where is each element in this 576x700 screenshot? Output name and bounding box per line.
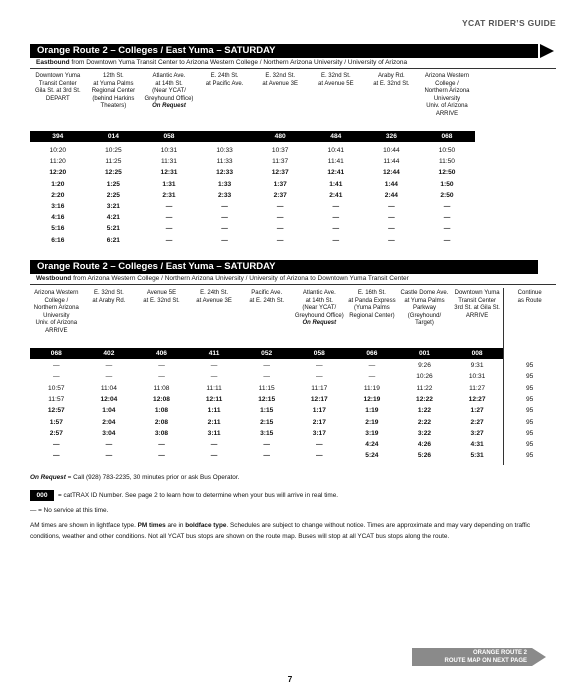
- time-cell: —: [221, 203, 228, 210]
- stop-header: E. 24th St. at Pacific Ave.: [205, 73, 244, 87]
- time-cell: 3:21: [106, 203, 120, 210]
- times-note: AM times are shown in lightface type. PM times are in boldface type. Schedules are subject to change without notice. Times are approximate and may vary depending on traffic conditions, weather and other conditions. Not all YCAT bus stops are shown on the route map. Buses will stop at all YCAT bus stops along the route.: [30, 522, 531, 540]
- catrax-id: 068: [50, 350, 62, 357]
- stop-header: E. 32nd St. at Avenue 5E: [318, 73, 354, 87]
- time-cell: —: [276, 214, 284, 222]
- time-cell: —: [165, 236, 173, 244]
- westbound-subtitle: Westbound from Arizona Western College / Northern Arizona University / University of Arizona to Downtown Yuma Transit Center: [36, 275, 409, 282]
- time-cell: 11:04: [100, 384, 117, 392]
- time-cell: —: [221, 225, 228, 233]
- time-cell: 2:27: [470, 418, 484, 426]
- westbound-rule: [30, 284, 556, 285]
- time-cell: —: [53, 441, 60, 449]
- time-cell: 10:50: [438, 147, 456, 154]
- catrax-id: 014: [107, 133, 119, 140]
- time-cell: 12:08: [153, 395, 170, 403]
- id-sample-badge: 000: [30, 490, 54, 501]
- time-cell: 1:33: [217, 180, 232, 188]
- time-cell: —: [165, 203, 173, 210]
- on-request-label: On Request: [152, 103, 186, 110]
- stop-header: E. 24th St. at Avenue 3E: [196, 290, 232, 304]
- time-cell: 4:26: [417, 441, 432, 449]
- eastbound-title: Orange Route 2 – Colleges / East Yuma – SATURDAY: [30, 44, 538, 58]
- time-cell: —: [316, 441, 323, 449]
- time-cell: 11:19: [363, 384, 380, 392]
- time-cell: 95: [526, 362, 534, 369]
- catrax-id: 411: [208, 350, 220, 357]
- time-cell: 12:20: [49, 169, 67, 177]
- catrax-id: 058: [313, 350, 325, 357]
- time-cell: 12:41: [327, 169, 345, 177]
- time-cell: 3:27: [470, 429, 484, 437]
- time-cell: —: [368, 362, 376, 369]
- time-cell: 95: [526, 384, 534, 392]
- stop-header: E. 32nd St. at Araby Rd.: [92, 290, 126, 304]
- time-cell: —: [221, 236, 228, 244]
- stop-header: Downtown Yuma Transit Center 3rd St. at Gila St. ARRIVE: [454, 290, 500, 319]
- page-header: YCAT RIDER’S GUIDE: [461, 18, 556, 28]
- time-cell: —: [316, 452, 323, 460]
- time-cell: 10:20: [49, 147, 67, 154]
- time-cell: 11:11: [206, 384, 222, 392]
- time-cell: 11:17: [311, 384, 328, 392]
- time-cell: 11:57: [48, 395, 65, 403]
- time-cell: —: [53, 362, 60, 369]
- time-cell: 1:44: [384, 180, 398, 188]
- time-cell: 1:20: [51, 180, 65, 188]
- time-cell: 5:26: [417, 452, 432, 460]
- time-cell: —: [158, 452, 165, 460]
- time-cell: 1:31: [162, 180, 176, 188]
- time-cell: —: [210, 452, 218, 460]
- time-cell: 95: [526, 429, 534, 437]
- catrax-id: 066: [366, 350, 378, 357]
- time-cell: 2:33: [217, 191, 232, 199]
- time-cell: 5:16: [51, 225, 65, 233]
- catrax-id: 484: [330, 133, 342, 140]
- time-cell: 10:37: [271, 147, 289, 154]
- time-cell: 12:19: [363, 395, 381, 403]
- time-cell: —: [221, 214, 228, 222]
- time-cell: —: [158, 441, 165, 449]
- time-cell: 6:16: [51, 236, 65, 244]
- time-cell: 3:11: [207, 429, 221, 437]
- time-cell: 12:04: [100, 395, 118, 403]
- time-cell: 3:22: [417, 429, 432, 437]
- time-cell: 12:17: [310, 395, 328, 403]
- time-cell: 10:31: [468, 373, 486, 381]
- time-cell: 1:25: [106, 180, 120, 188]
- time-cell: 4:24: [365, 441, 379, 449]
- time-cell: 11:25: [105, 158, 122, 166]
- time-cell: —: [210, 362, 218, 369]
- time-cell: 1:19: [365, 407, 379, 415]
- time-cell: 11:22: [416, 384, 433, 392]
- time-cell: 4:31: [470, 441, 484, 449]
- time-cell: 2:44: [384, 191, 398, 199]
- catrax-id: 402: [103, 350, 115, 357]
- stop-header: Atlantic Ave. at 14th St. (Near YCAT/ Greyhound Office) On Request: [141, 73, 197, 111]
- time-cell: 1:27: [470, 407, 484, 415]
- time-cell: 1:22: [417, 407, 432, 415]
- stop-header: Castle Dome Ave. at Yuma Palms Parkway (Greyhound/ Target): [400, 290, 449, 327]
- time-cell: 1:15: [260, 407, 274, 415]
- catrax-id: 008: [471, 350, 483, 357]
- time-cell: 3:15: [260, 429, 274, 437]
- catrax-id: 052: [261, 350, 273, 357]
- time-cell: 12:22: [416, 395, 433, 403]
- stop-header: Downtown Yuma Transit Center Gila St. at 3rd St. DEPART: [34, 73, 81, 102]
- time-cell: 2:08: [154, 418, 169, 426]
- time-cell: 9:26: [418, 362, 431, 369]
- time-cell: 1:08: [154, 407, 169, 415]
- time-cell: 2:22: [417, 418, 432, 426]
- time-cell: 10:44: [383, 147, 400, 154]
- time-cell: 11:37: [272, 158, 289, 166]
- time-cell: 3:04: [102, 429, 116, 437]
- time-cell: 95: [526, 407, 534, 415]
- time-cell: 11:50: [438, 158, 455, 166]
- time-cell: 1:17: [312, 407, 326, 415]
- time-cell: 12:50: [438, 169, 456, 177]
- time-cell: 2:04: [102, 418, 116, 426]
- time-cell: 95: [526, 395, 534, 403]
- time-cell: —: [53, 373, 60, 381]
- catrax-id: 058: [163, 133, 175, 140]
- time-cell: 5:21: [106, 225, 120, 233]
- time-cell: 5:24: [365, 452, 379, 460]
- time-cell: 12:25: [104, 169, 122, 177]
- time-cell: —: [105, 362, 113, 369]
- time-cell: 2:41: [329, 191, 343, 199]
- stop-header: Avenue 5E at E. 32nd St.: [143, 290, 180, 304]
- time-cell: 10:33: [216, 147, 233, 154]
- time-cell: 4:16: [51, 214, 65, 222]
- time-cell: —: [332, 225, 340, 233]
- time-cell: —: [263, 441, 270, 449]
- time-cell: 12:44: [382, 169, 400, 177]
- catrax-id: 394: [52, 133, 64, 140]
- stop-header: Pacific Ave. at E. 24th St.: [249, 290, 285, 304]
- time-cell: 2:37: [273, 191, 287, 199]
- time-cell: 1:11: [207, 407, 221, 415]
- time-cell: —: [332, 214, 340, 222]
- on-request-label: On Request: [302, 320, 337, 327]
- time-cell: —: [368, 373, 376, 381]
- catrax-id: 406: [155, 350, 167, 357]
- time-cell: 11:20: [49, 158, 66, 166]
- time-cell: 11:41: [327, 158, 344, 166]
- time-cell: —: [443, 236, 451, 244]
- time-cell: 2:15: [260, 418, 274, 426]
- time-cell: —: [210, 373, 218, 381]
- time-cell: 11:44: [383, 158, 400, 166]
- time-cell: 10:25: [105, 147, 122, 154]
- time-cell: 10:41: [327, 147, 345, 154]
- time-cell: —: [388, 236, 395, 244]
- catrax-id: 480: [274, 133, 286, 140]
- time-cell: —: [165, 225, 173, 233]
- next-arrow-icon[interactable]: [532, 648, 546, 666]
- time-cell: 11:08: [153, 384, 170, 392]
- time-cell: 12:37: [271, 169, 289, 177]
- stop-header: Arizona Western College / Northern Arizona University Univ. of Arizona ARRIVE: [424, 73, 470, 117]
- time-cell: —: [263, 373, 270, 381]
- time-cell: 12:27: [468, 395, 486, 403]
- time-cell: —: [276, 236, 284, 244]
- time-cell: —: [332, 203, 340, 210]
- time-cell: 10:31: [160, 147, 178, 154]
- time-cell: 10:26: [416, 373, 433, 381]
- time-cell: 4:21: [106, 214, 120, 222]
- id-note: = catTRAX ID Number. See page 2 to learn how to determine when your bus will arrive in real time.: [58, 492, 339, 499]
- stop-header: Arizona Western College / Northern Arizona University Univ. of Arizona ARRIVE: [33, 290, 79, 334]
- time-cell: 2:19: [365, 418, 379, 426]
- time-cell: —: [263, 452, 270, 460]
- time-cell: 3:08: [154, 429, 169, 437]
- stop-header: Araby Rd. at E. 32nd St.: [373, 73, 410, 87]
- time-cell: —: [276, 203, 284, 210]
- time-cell: 12:15: [258, 395, 276, 403]
- time-cell: —: [165, 214, 173, 222]
- no-service-note: — = No service at this time.: [30, 507, 109, 514]
- time-cell: 3:19: [365, 429, 379, 437]
- time-cell: —: [316, 362, 323, 369]
- time-cell: —: [276, 225, 284, 233]
- westbound-title: Orange Route 2 – Colleges / East Yuma – SATURDAY: [30, 260, 538, 274]
- time-cell: 95: [526, 452, 534, 460]
- time-cell: —: [158, 362, 165, 369]
- time-cell: —: [105, 452, 113, 460]
- time-cell: 12:57: [47, 407, 65, 415]
- time-cell: —: [388, 203, 395, 210]
- time-cell: —: [53, 452, 60, 460]
- time-cell: 3:16: [51, 203, 65, 210]
- time-cell: 9:31: [470, 362, 484, 369]
- time-cell: 3:17: [312, 429, 326, 437]
- time-cell: 1:37: [273, 180, 287, 188]
- time-cell: 10:57: [48, 384, 65, 392]
- time-cell: 1:57: [49, 418, 63, 426]
- time-cell: 6:21: [106, 236, 120, 244]
- time-cell: 2:25: [106, 191, 120, 199]
- time-cell: 2:31: [162, 191, 176, 199]
- time-cell: —: [105, 441, 113, 449]
- time-cell: 12:31: [160, 169, 178, 177]
- time-cell: 11:31: [160, 158, 177, 166]
- time-cell: 1:50: [440, 180, 454, 188]
- catrax-id: 001: [418, 350, 430, 357]
- time-cell: 2:57: [49, 429, 63, 437]
- time-cell: 11:15: [258, 384, 275, 392]
- column-divider: [503, 288, 504, 465]
- time-cell: 1:04: [102, 407, 116, 415]
- time-cell: 95: [526, 441, 534, 449]
- stop-header: Continue as Route: [517, 290, 542, 304]
- eastbound-subtitle: Eastbound from Downtown Yuma Transit Center to Arizona Western College / Northern Arizona University / University of Arizona: [36, 59, 408, 66]
- time-cell: —: [443, 214, 451, 222]
- time-cell: 11:33: [216, 158, 233, 166]
- time-cell: —: [263, 362, 270, 369]
- time-cell: 95: [526, 373, 534, 381]
- time-cell: —: [388, 214, 395, 222]
- time-cell: —: [388, 225, 395, 233]
- eastbound-rule: [30, 68, 556, 69]
- time-cell: —: [316, 373, 323, 381]
- time-cell: —: [443, 225, 451, 233]
- time-cell: 2:50: [440, 191, 454, 199]
- time-cell: 2:20: [51, 191, 65, 199]
- time-cell: —: [210, 441, 218, 449]
- stop-header: Atlantic Ave. at 14th St. (Near YCAT/ Greyhound Office) On Request: [294, 290, 344, 327]
- time-cell: 1:41: [329, 180, 343, 188]
- time-cell: 95: [526, 418, 534, 426]
- time-cell: —: [158, 373, 165, 381]
- time-cell: 5:31: [470, 452, 484, 460]
- time-cell: 2:11: [207, 418, 221, 426]
- stop-header: 12th St. at Yuma Palms Regional Center (behind Harkins Theaters): [91, 73, 136, 110]
- page-number: 7: [287, 674, 293, 684]
- time-cell: 12:11: [205, 395, 223, 403]
- right-arrow-icon: [540, 44, 554, 58]
- time-cell: 2:17: [312, 418, 326, 426]
- next-page-note[interactable]: ORANGE ROUTE 2 ROUTE MAP ON NEXT PAGE: [412, 648, 532, 666]
- stop-header: E. 32nd St. at Avenue 3E: [262, 73, 298, 87]
- time-cell: —: [443, 203, 451, 210]
- time-cell: —: [332, 236, 340, 244]
- catrax-id: 326: [385, 133, 397, 140]
- catrax-id: 068: [441, 133, 453, 140]
- time-cell: 11:27: [469, 384, 486, 392]
- on-request-note: On Request = Call (928) 783-2235, 30 minutes prior or ask Bus Operator.: [30, 474, 240, 481]
- stop-header: E. 16th St. at Panda Express (Yuma Palms Regional Center): [348, 290, 396, 319]
- time-cell: —: [105, 373, 113, 381]
- time-cell: 12:33: [216, 169, 234, 177]
